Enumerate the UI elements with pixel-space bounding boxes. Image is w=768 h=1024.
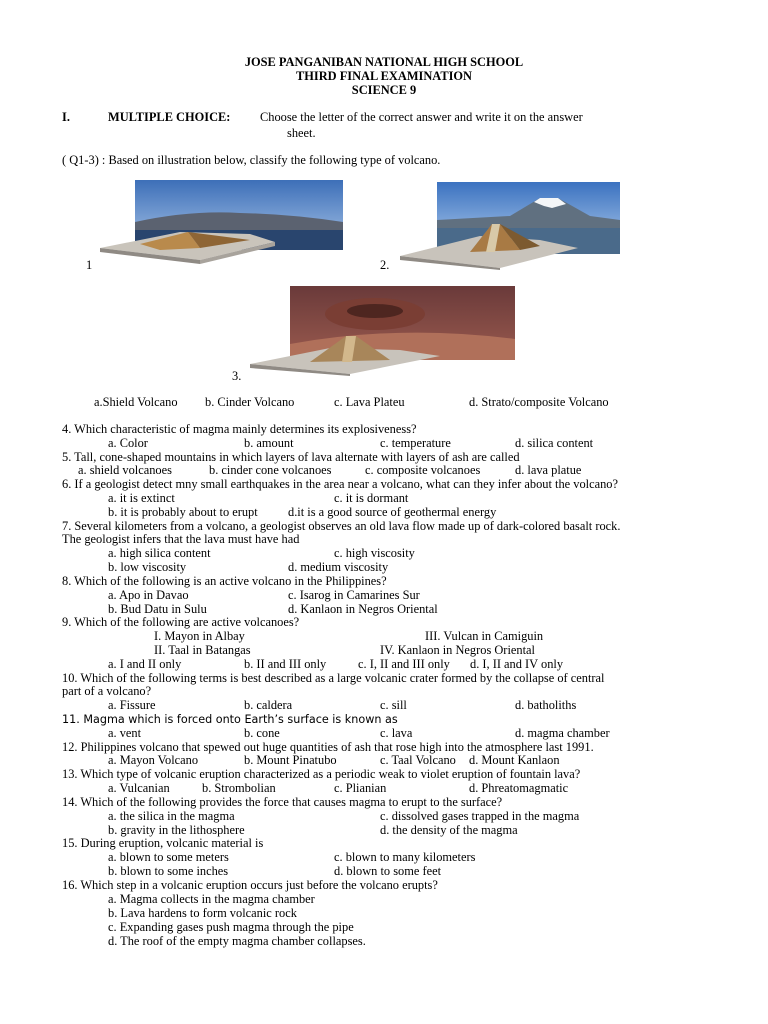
q12-option-a: a. Mayon Volcano: [108, 753, 199, 767]
q9-text: 9. Which of the following are active volcanoes?: [62, 615, 300, 629]
exam-title: THIRD FINAL EXAMINATION: [295, 69, 472, 83]
q8-option-b: b. Bud Datu in Sulu: [108, 602, 207, 616]
q10-option-b: b. caldera: [244, 698, 293, 712]
q1-3-choice-c: c. Lava Plateu: [334, 395, 405, 409]
q14-option-b: b. gravity in the lithosphere: [108, 823, 245, 837]
q6-option-c: c. it is dormant: [334, 491, 409, 505]
q16-option-c: c. Expanding gases push magma through the pipe: [108, 920, 354, 934]
shield-volcano-illustration: [100, 180, 348, 264]
q12-option-c: c. Taal Volcano: [380, 753, 456, 767]
q9-option-a: a. I and II only: [108, 657, 182, 671]
q4-text: 4. Which characteristic of magma mainly determines its explosiveness?: [62, 422, 417, 436]
q7-text: 7. Several kilometers from a volcano, a geologist observes an old lava flow made up of dark-colored basalt rock.: [62, 519, 621, 533]
q16-option-b: b. Lava hardens to form volcanic rock: [108, 906, 297, 920]
q12-option-d: d. Mount Kanlaon: [469, 753, 560, 767]
q8-option-c: c. Isarog in Camarines Sur: [288, 588, 420, 602]
q4-option-d: d. silica content: [515, 436, 594, 450]
q7-text-cont: The geologist infers that the lava must have had: [62, 532, 300, 546]
section-number: I.: [62, 110, 70, 124]
q15-option-d: d. blown to some feet: [334, 864, 442, 878]
illustration-label-2: 2.: [380, 258, 390, 272]
q10-option-c: c. sill: [380, 698, 407, 712]
q9-item-ii: II. Taal in Batangas: [154, 643, 251, 657]
q13-option-d: d. Phreatomagmatic: [469, 781, 569, 795]
school-name: JOSE PANGANIBAN NATIONAL HIGH SCHOOL: [244, 55, 524, 69]
q10-option-a: a. Fissure: [108, 698, 156, 712]
q8-text: 8. Which of the following is an active volcano in the Philippines?: [62, 574, 387, 588]
q10-text-cont: part of a volcano?: [62, 684, 152, 698]
q11-option-c: c. lava: [380, 726, 413, 740]
q9-option-d: d. I, II and IV only: [470, 657, 564, 671]
q7-option-c: c. high viscosity: [334, 546, 415, 560]
q5-option-b: b. cinder cone volcanoes: [209, 463, 332, 477]
q5-text: 5. Tall, cone-shaped mountains in which layers of lava alternate with layers of ash are called: [62, 450, 520, 464]
q5-option-d: d. lava platue: [515, 463, 582, 477]
q13-option-b: b. Strombolian: [202, 781, 276, 795]
q6-option-a: a. it is extinct: [108, 491, 175, 505]
q4-option-b: b. amount: [244, 436, 294, 450]
q8-option-a: a. Apo in Davao: [108, 588, 189, 602]
q11-option-a: a. vent: [108, 726, 142, 740]
q1-3-prompt: ( Q1-3) : Based on illustration below, classify the following type of volcano.: [62, 153, 441, 167]
q11-option-d: d. magma chamber: [515, 726, 610, 740]
q12-option-b: b. Mount Pinatubo: [244, 753, 337, 767]
q7-option-a: a. high silica content: [108, 546, 211, 560]
q4-option-c: c. temperature: [380, 436, 451, 450]
section-instruction: Choose the letter of the correct answer and write it on the answer: [260, 110, 583, 124]
q16-option-a: a. Magma collects in the magma chamber: [108, 892, 315, 906]
composite-volcano-illustration: [400, 180, 622, 270]
q5-option-a: a. shield volcanoes: [78, 463, 172, 477]
q1-3-choice-a: a.Shield Volcano: [94, 395, 178, 409]
q16-option-d: d. The roof of the empty magma chamber collapses.: [108, 934, 366, 948]
q6-text: 6. If a geologist detect mny small earthquakes in the area near a volcano, what can they infer about the volcano?: [62, 477, 618, 491]
q15-option-b: b. blown to some inches: [108, 864, 229, 878]
q9-item-iv: IV. Kanlaon in Negros Oriental: [380, 643, 535, 657]
cinder-cone-illustration: [250, 284, 518, 376]
section-instruction-cont: sheet.: [287, 126, 316, 140]
q9-option-b: b. II and III only: [244, 657, 327, 671]
q13-text: 13. Which type of volcanic eruption characterized as a periodic weak to violet eruption of fountain lava?: [62, 767, 581, 781]
illustration-label-1: 1: [86, 258, 93, 272]
q12-text: 12. Philippines volcano that spewed out huge quantities of ash that rose high into the atmosphere last 1991.: [62, 740, 594, 754]
q8-option-d: d. Kanlaon in Negros Oriental: [288, 602, 438, 616]
q6-option-b: b. it is probably about to erupt: [108, 505, 258, 519]
q13-option-c: c. Plianian: [334, 781, 387, 795]
illustration-label-3: 3.: [232, 369, 242, 383]
q7-option-d: d. medium viscosity: [288, 560, 389, 574]
q11-text: 11. Magma which is forced onto Earth’s surface is known as: [62, 713, 398, 726]
q4-option-a: a. Color: [108, 436, 148, 450]
q9-item-i: I. Mayon in Albay: [154, 629, 245, 643]
q15-option-a: a. blown to some meters: [108, 850, 229, 864]
q10-option-d: d. batholiths: [515, 698, 577, 712]
q5-option-c: c. composite volcanoes: [365, 463, 481, 477]
q13-option-a: a. Vulcanian: [108, 781, 170, 795]
q7-option-b: b. low viscosity: [108, 560, 187, 574]
q9-option-c: c. I, II and III only: [358, 657, 450, 671]
q14-text: 14. Which of the following provides the force that causes magma to erupt to the surface?: [62, 795, 503, 809]
q14-option-d: d. the density of the magma: [380, 823, 518, 837]
q15-option-c: c. blown to many kilometers: [334, 850, 476, 864]
q6-option-d: d.it is a good source of geothermal energy: [288, 505, 497, 519]
q11-option-b: b. cone: [244, 726, 280, 740]
section-title: MULTIPLE CHOICE:: [108, 110, 231, 124]
q15-text: 15. During eruption, volcanic material is: [62, 836, 264, 850]
q9-item-iii: III. Vulcan in Camiguin: [425, 629, 544, 643]
q14-option-c: c. dissolved gases trapped in the magma: [380, 809, 580, 823]
q14-option-a: a. the silica in the magma: [108, 809, 235, 823]
subject-title: SCIENCE 9: [351, 83, 417, 97]
q1-3-choice-b: b. Cinder Volcano: [205, 395, 295, 409]
q10-text: 10. Which of the following terms is best described as a large volcanic crater formed by the collapse of central: [62, 671, 605, 685]
q16-text: 16. Which step in a volcanic eruption occurs just before the volcano erupts?: [62, 878, 438, 892]
q1-3-choice-d: d. Strato/composite Volcano: [469, 395, 609, 409]
